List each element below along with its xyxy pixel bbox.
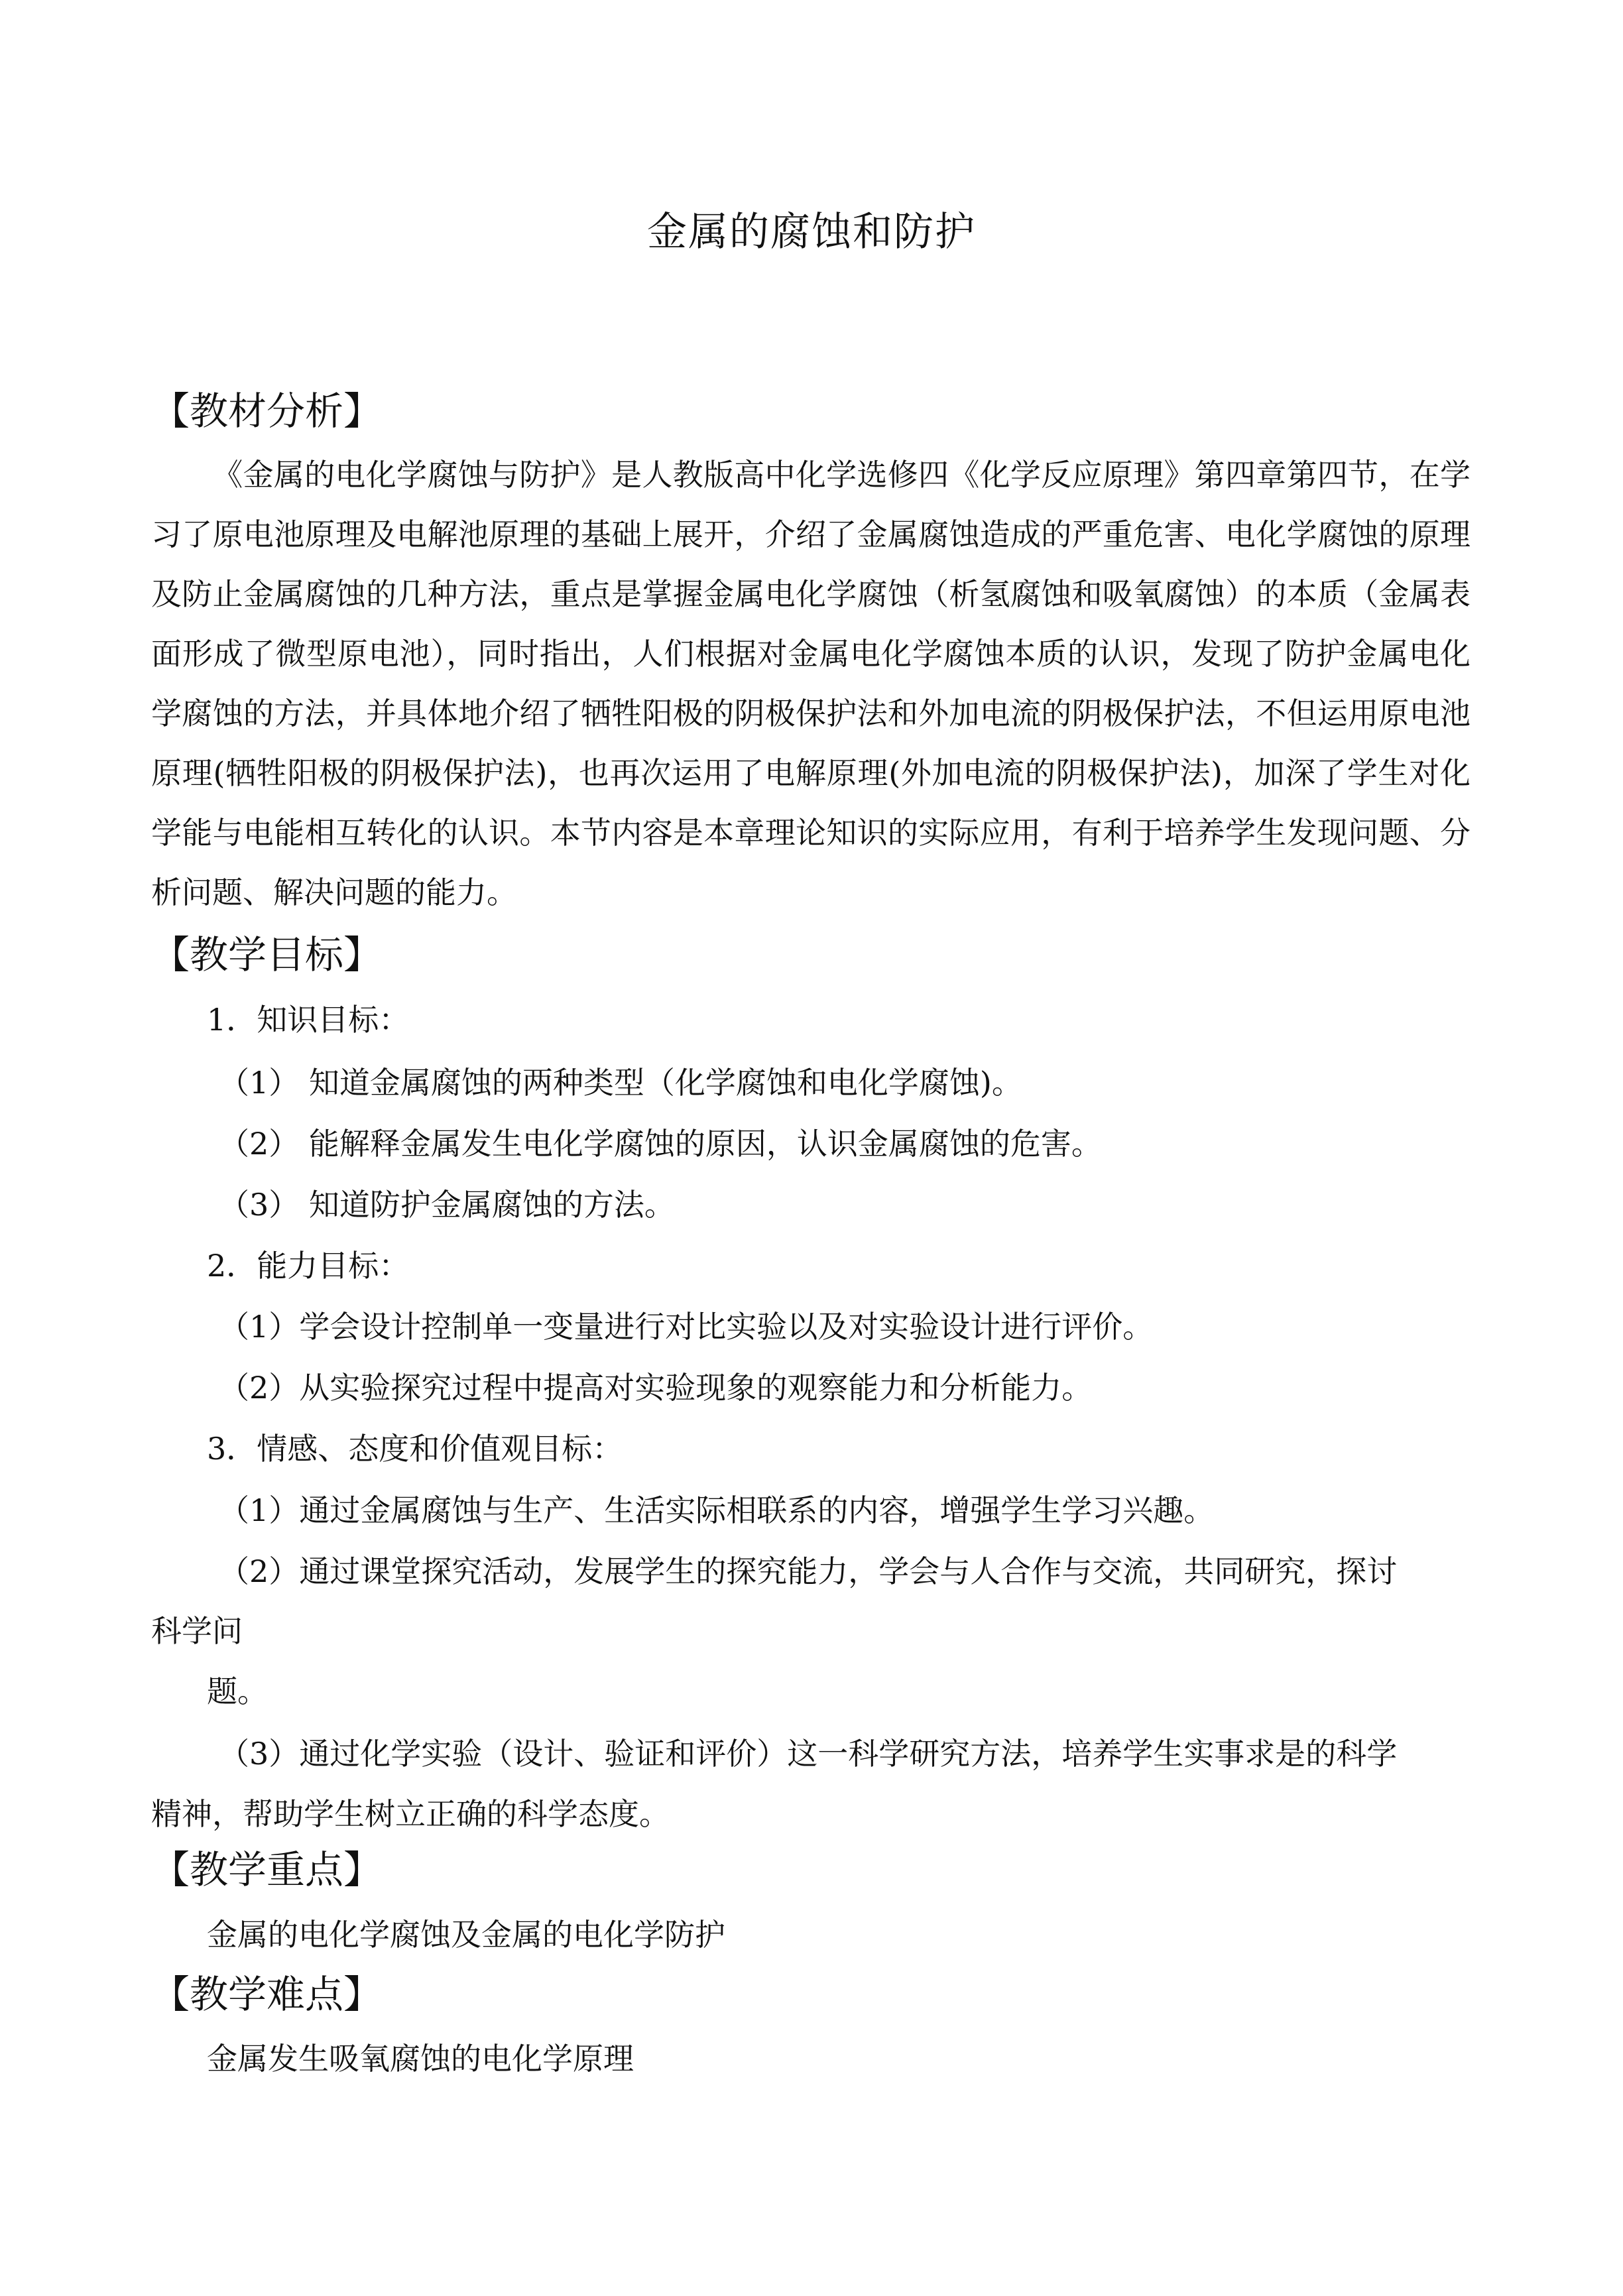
knowledge-goal-item: （1） 知道金属腐蚀的两种类型（化学腐蚀和电化学腐蚀)。 (219, 1065, 1022, 1101)
ability-goal-item: （1）学会设计控制单一变量进行对比实验以及对实验设计进行评价。 (219, 1309, 1154, 1345)
emotion-goal-item: （2）通过课堂探究活动，发展学生的探究能力，学会与人合作与交流，共同研究，探讨 (219, 1553, 1398, 1589)
emotion-goal-item-continued: 科学问 (151, 1613, 243, 1649)
heading-teaching-goals: 【教学目标】 (151, 932, 383, 977)
emotion-goal-item-continued: 题。 (207, 1673, 268, 1709)
heading-teaching-difficulty: 【教学难点】 (151, 1972, 383, 2017)
paragraph-text: 《金属的电化学腐蚀与防护》是人教版高中化学选修四《化学反应原理》第四章第四节，在学习了原电池原理及电解池原理的基础上展开，介绍了金属腐蚀造成的严重危害、电化学腐蚀的原理及防止金属腐蚀的几种方法，重点是掌握金属电化学腐蚀（析氢腐蚀和吸氧腐蚀）的本质（金属表面形成了微型原电池），同时指出，人们根据对金属电化学腐蚀本质的认识，发现了防护金属电化学腐蚀的方法，并具体地介绍了牺牲阳极的阴极保护法和外加电流的阴极保护法，不但运用原电池原理(牺牲阳极的阴极保护法)，也再次运用了电解原理(外加电流的阴极保护法)，加深了学生对化学能与电能相互转化的认识。本节内容是本章理论知识的实际应用，有利于培养学生发现问题、分析问题、解决问题的能力。 (151, 457, 1471, 910)
emotion-goal-item: （1）通过金属腐蚀与生产、生活实际相联系的内容，增强学生学习兴趣。 (219, 1492, 1215, 1528)
knowledge-goal-item: （2） 能解释金属发生电化学腐蚀的原因，认识金属腐蚀的危害。 (219, 1126, 1102, 1162)
heading-teaching-focus: 【教学重点】 (151, 1847, 383, 1892)
knowledge-goal-item: （3） 知道防护金属腐蚀的方法。 (219, 1187, 675, 1223)
paragraph-textbook-analysis (151, 445, 1471, 922)
teaching-focus-text: 金属的电化学腐蚀及金属的电化学防护 (207, 1917, 725, 1953)
knowledge-goals-label: 1．知识目标： (207, 1002, 410, 1038)
emotion-goal-item: （3）通过化学实验（设计、验证和评价）这一科学研究方法，培养学生实事求是的科学 (219, 1736, 1398, 1772)
ability-goals-label: 2．能力目标： (207, 1248, 410, 1284)
teaching-difficulty-text: 金属发生吸氧腐蚀的电化学原理 (207, 2041, 634, 2077)
emotion-goals-label: 3．情感、态度和价值观目标： (207, 1431, 623, 1467)
ability-goal-item: （2）从实验探究过程中提高对实验现象的观察能力和分析能力。 (219, 1370, 1093, 1406)
document-title: 金属的腐蚀和防护 (647, 209, 976, 255)
heading-textbook-analysis: 【教材分析】 (151, 389, 383, 434)
emotion-goal-item-continued: 精神，帮助学生树立正确的科学态度。 (151, 1796, 670, 1832)
